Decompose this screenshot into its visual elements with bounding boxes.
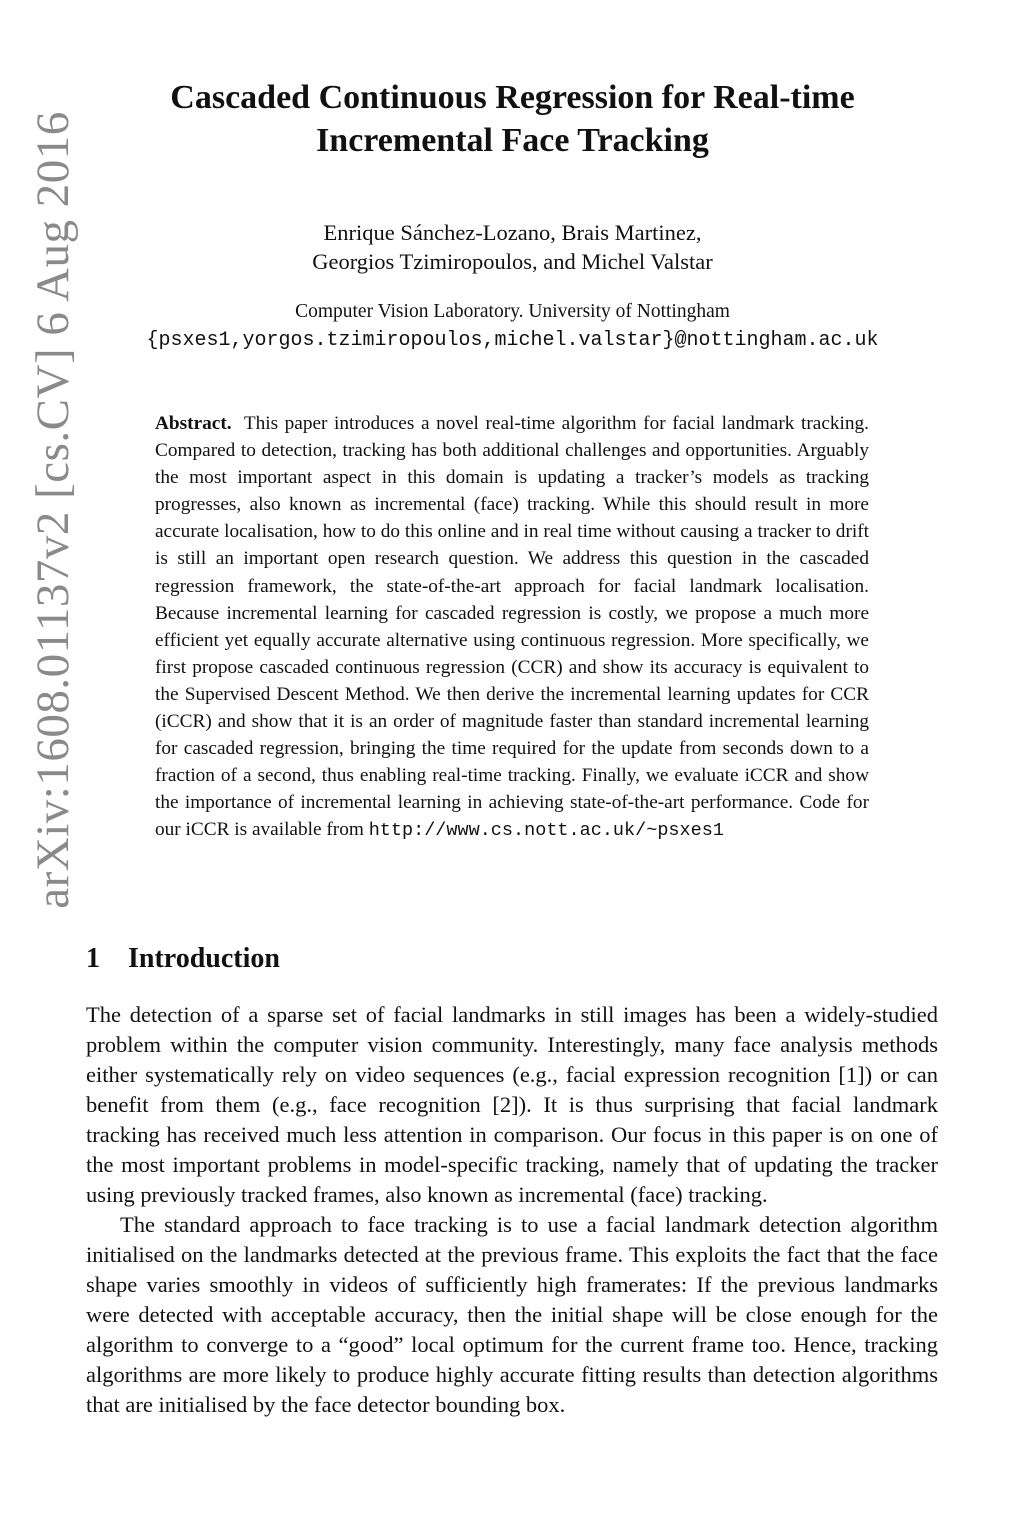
- authors-line-2: Georgios Tzimiropoulos, and Michel Valstar: [312, 249, 713, 274]
- section-heading-introduction: [86, 941, 280, 977]
- author-list: [110, 218, 915, 276]
- section-number: 1: [86, 943, 100, 974]
- title-line-1: Cascaded Continuous Regression for Real-time: [170, 79, 855, 116]
- introduction-body: [86, 1000, 938, 1420]
- paper-title: [110, 76, 915, 162]
- abstract-label: Abstract.: [155, 413, 232, 434]
- arxiv-identifier-stamp: arXiv:1608.01137v2 [cs.CV] 6 Aug 2016: [27, 111, 79, 909]
- abstract-text: This paper introduces a novel real-time algorithm for facial landmark tracking. Compared to detection, tracking has both additional challenges and opportunities. Arguably the most important aspect in this domain is updating a tracker’s models as tracking progresses, also known as incremental (face) tracking. While this should result in more accurate localisation, how to do this online and in real time without causing a tracker to drift is still an important open research question. We address this question in the cascaded regression framework, the state-of-the-art approach for facial landmark localisation. Because incremental learning for cascaded regression is costly, we propose a much more efficient yet equally accurate alternative using continuous regression. More specifically, we first propose cascaded continuous regression (CCR) and show its accuracy is equivalent to the Supervised Descent Method. We then derive the incremental learning updates for CCR (iCCR) and show that it is an order of magnitude faster than standard incremental learning for cascaded regression, bringing the time required for the update from seconds down to a fraction of a second, thus enabling real-time tracking. Finally, we evaluate iCCR and show the importance of incremental learning in achieving state-of-the-art performance. Code for our iCCR is available from: [155, 413, 869, 841]
- section-title: Introduction: [128, 943, 280, 974]
- author-emails: {psxes1,yorgos.tzimiropoulos,michel.valstar}@nottingham.ac.uk: [146, 329, 879, 352]
- authors-line-1: Enrique Sánchez-Lozano, Brais Martinez,: [323, 220, 702, 245]
- paragraph-2: The standard approach to face tracking is to use a facial landmark detection algorithm initialised on the landmarks detected at the previous frame. This exploits the fact that the face shape varies smoothly in videos of sufficiently high framerates: If the previous landmarks were detected with acceptable accuracy, then the initial shape will be close enough for the algorithm to converge to a “good” local optimum for the current frame too. Hence, tracking algorithms are more likely to produce highly accurate fitting results than detection algorithms that are initialised by the face detector bounding box.: [86, 1212, 938, 1417]
- abstract: [155, 410, 869, 845]
- title-line-2: Incremental Face Tracking: [316, 122, 709, 159]
- paragraph-1: The detection of a sparse set of facial landmarks in still images has been a widely-studied problem within the computer vision community. Interestingly, many face analysis methods either systematically rely on video sequences (e.g., facial expression recognition [1]) or can benefit from them (e.g., face recognition [2]). It is thus surprising that facial landmark tracking has received much less attention in comparison. Our focus in this paper is on one of the most important problems in model-specific tracking, namely that of updating the tracker using previously tracked frames, also known as incremental (face) tracking.: [86, 1002, 938, 1207]
- code-url-link[interactable]: http://www.cs.nott.ac.uk/~psxes1: [368, 820, 724, 842]
- affiliation: Computer Vision Laboratory. University of Nottingham: [295, 301, 730, 322]
